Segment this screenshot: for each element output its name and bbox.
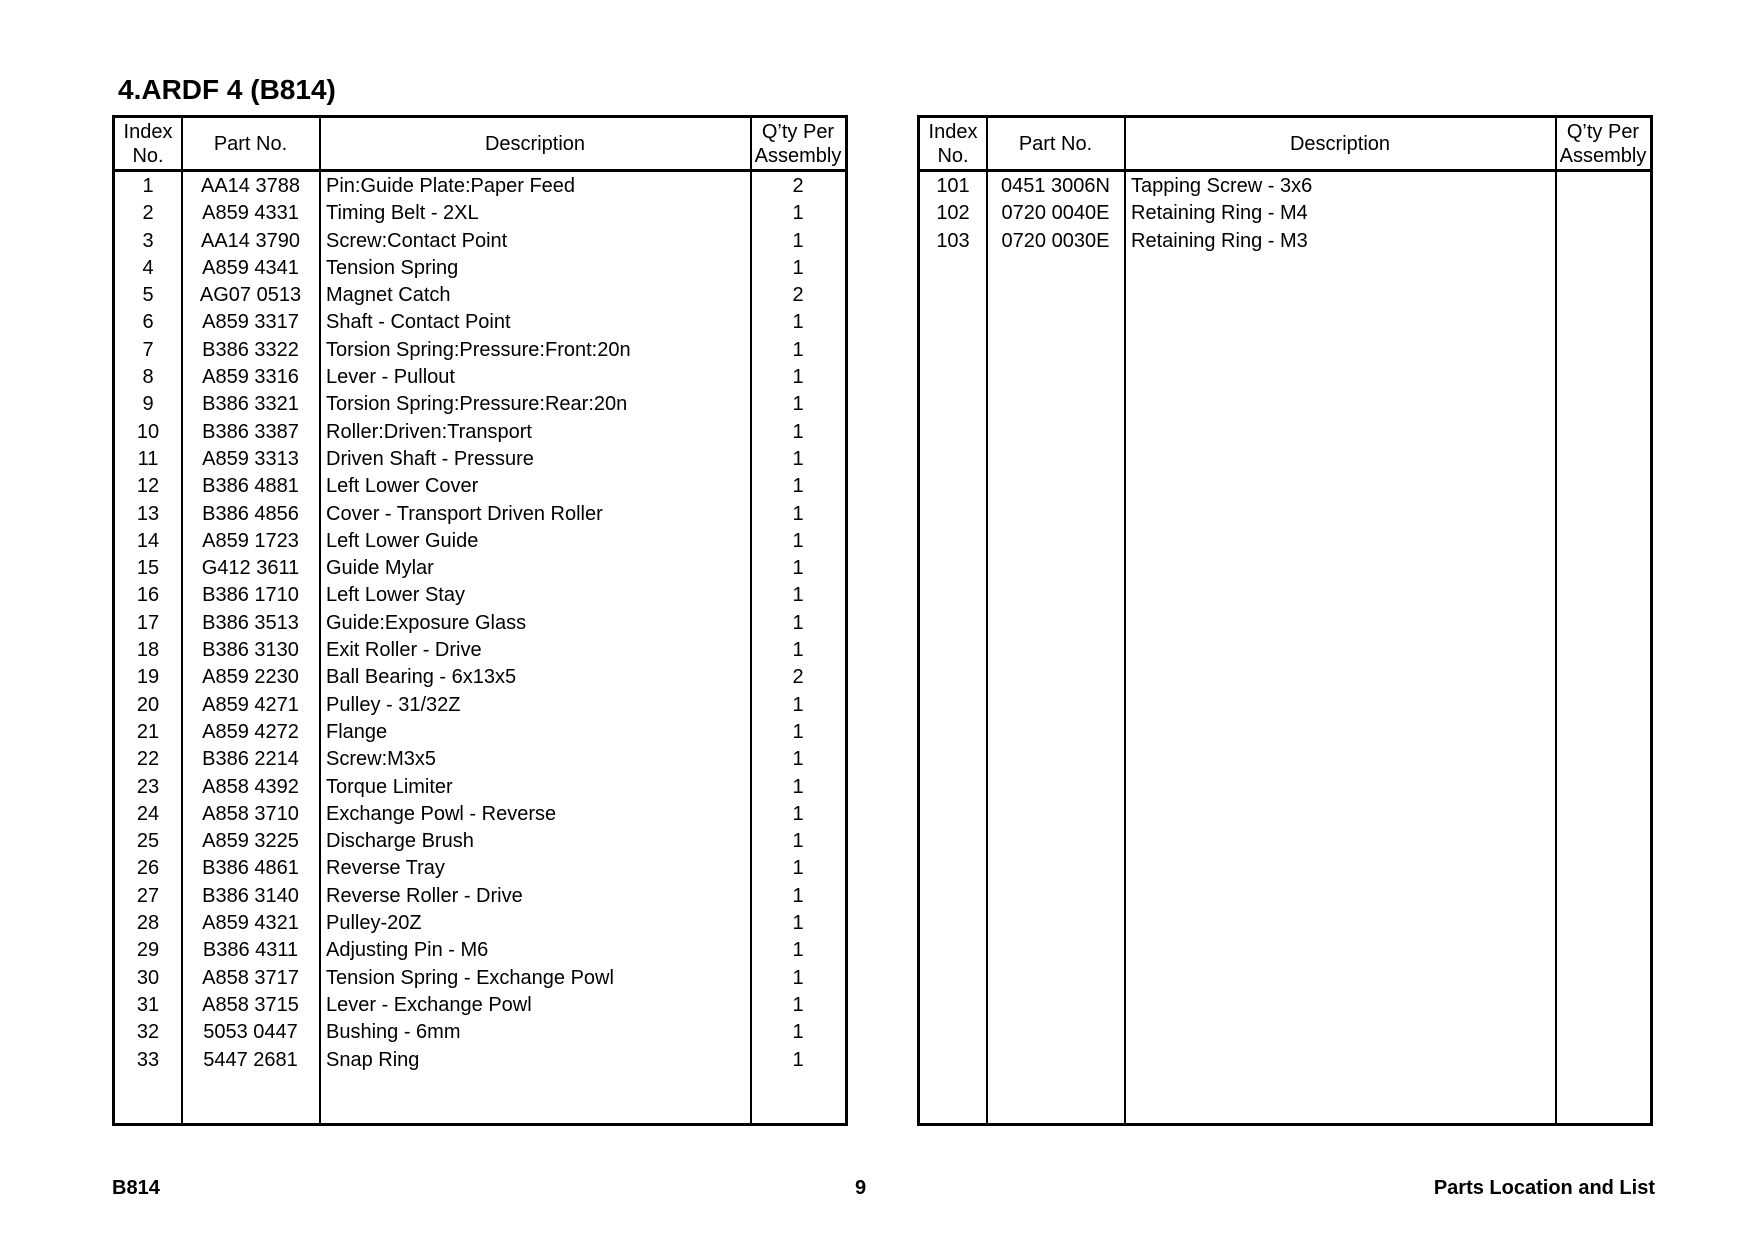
cell-part-no: 5447 2681: [203, 1048, 298, 1071]
cell-part-no: B386 3513: [202, 611, 299, 634]
cell-qty: 1: [792, 338, 804, 361]
cell-description: Tension Spring: [326, 256, 459, 279]
cell-qty: 1: [792, 1048, 804, 1071]
cell-qty: 1: [792, 775, 804, 798]
cell-description: Guide Mylar: [326, 557, 434, 580]
cell-index: 31: [136, 993, 160, 1016]
cell-index: 9: [142, 393, 154, 416]
cell-part-no: AA14 3790: [201, 229, 300, 252]
cell-description: Adjusting Pin - M6: [326, 939, 489, 962]
table-row: [115, 746, 845, 773]
cell-part-no: B386 3321: [202, 393, 299, 416]
cell-description: Screw:M3x5: [326, 748, 437, 771]
parts-table-right: [917, 115, 1653, 1126]
cell-qty: 1: [792, 720, 804, 743]
table-row: [115, 582, 845, 609]
cell-description: Left Lower Guide: [326, 529, 479, 552]
cell-part-no: B386 4881: [202, 475, 299, 498]
cell-index: 1: [142, 175, 154, 197]
footer-page-number: 9: [855, 1177, 867, 1199]
cell-description: Left Lower Stay: [326, 584, 465, 607]
cell-qty: 1: [792, 229, 804, 252]
cell-index: 5: [142, 284, 154, 307]
table-row: [115, 883, 845, 910]
header-divider: [115, 169, 845, 172]
cell-qty: [1556, 173, 1650, 200]
cell-description: Tension Spring - Exchange Powl: [326, 966, 614, 989]
cell-qty: 1: [792, 884, 804, 907]
header-index: Index No.: [123, 120, 173, 167]
cell-part-no: B386 4311: [202, 939, 299, 962]
cell-index: 19: [136, 666, 160, 689]
cell-part-no: 0451 3006N: [1001, 175, 1110, 197]
cell-index: 24: [136, 802, 160, 825]
cell-description: Magnet Catch: [326, 284, 451, 307]
cell-part-no: B386 4856: [202, 502, 299, 525]
footer-section-title: Parts Location and List: [1433, 1177, 1655, 1199]
cell-description: Pin:Guide Plate:Paper Feed: [326, 175, 576, 197]
cell-description: Reverse Tray: [326, 857, 445, 880]
footer-model: B814: [112, 1177, 160, 1199]
cell-description: Bushing - 6mm: [326, 1021, 461, 1044]
cell-description: Pulley-20Z: [326, 912, 422, 935]
cell-index: 10: [136, 420, 160, 443]
header-qty: Q’ty Per Assembly: [1559, 120, 1647, 167]
cell-description: Guide:Exposure Glass: [326, 611, 527, 634]
cell-index: 8: [142, 366, 154, 389]
cell-qty: 1: [792, 202, 804, 225]
cell-qty: 1: [792, 693, 804, 716]
cell-index: 22: [136, 748, 160, 771]
table-row: [115, 910, 845, 937]
cell-index: 26: [136, 857, 160, 880]
header-index: Index No.: [928, 120, 978, 167]
cell-qty: 1: [792, 420, 804, 443]
table-row: [115, 419, 845, 446]
cell-description: Roller:Driven:Transport: [326, 420, 532, 443]
cell-part-no: A859 4321: [202, 912, 299, 935]
table-row: [115, 555, 845, 582]
cell-qty: 2: [792, 175, 804, 197]
header-description: Description: [484, 132, 586, 155]
column-divider: [986, 118, 988, 1123]
table-row: [920, 173, 1650, 200]
table-row: [115, 501, 845, 528]
cell-part-no: A859 3316: [202, 366, 299, 389]
parts-table-left: [112, 115, 848, 1126]
table-row: [115, 692, 845, 719]
cell-index: 29: [136, 939, 160, 962]
cell-part-no: A859 3313: [202, 447, 299, 470]
table-row: [115, 937, 845, 964]
table-row: [115, 255, 845, 282]
cell-index: 33: [136, 1048, 160, 1071]
header-divider: [920, 169, 1650, 172]
table-row: [115, 610, 845, 637]
cell-index: 30: [136, 966, 160, 989]
cell-description: Torsion Spring:Pressure:Front:20n: [326, 338, 631, 361]
cell-qty: 1: [792, 830, 804, 853]
cell-index: 13: [136, 502, 160, 525]
cell-part-no: B386 2214: [202, 748, 299, 771]
cell-description: Ball Bearing - 6x13x5: [326, 666, 517, 689]
table-row: [115, 855, 845, 882]
cell-description: Shaft - Contact Point: [326, 311, 511, 334]
table-row: [115, 391, 845, 418]
table-row: [115, 528, 845, 555]
cell-index: 16: [136, 584, 160, 607]
table-row: [115, 473, 845, 500]
cell-index: 6: [142, 311, 154, 334]
cell-part-no: A858 3710: [202, 802, 299, 825]
cell-qty: 1: [792, 1021, 804, 1044]
cell-part-no: B386 3130: [202, 639, 299, 662]
cell-description: Lever - Pullout: [326, 366, 455, 389]
cell-index: 4: [142, 256, 154, 279]
cell-qty: 1: [792, 366, 804, 389]
cell-part-no: B386 3387: [202, 420, 299, 443]
table-row: [115, 1019, 845, 1046]
column-divider: [1124, 118, 1126, 1123]
table-body-right: [920, 173, 1650, 255]
cell-part-no: A859 3225: [202, 830, 299, 853]
cell-qty: 1: [792, 584, 804, 607]
cell-part-no: AG07 0513: [199, 284, 302, 307]
table-row: [115, 1047, 845, 1074]
cell-part-no: A859 4331: [202, 202, 299, 225]
cell-part-no: A859 1723: [202, 529, 299, 552]
cell-description: Lever - Exchange Powl: [326, 993, 532, 1016]
column-divider: [1555, 118, 1557, 1123]
cell-description: Torque Limiter: [326, 775, 453, 798]
cell-qty: 1: [792, 857, 804, 880]
cell-qty: 1: [792, 475, 804, 498]
cell-index: 25: [136, 830, 160, 853]
cell-qty: 1: [792, 748, 804, 771]
cell-qty: [1556, 200, 1650, 227]
table-row: [115, 965, 845, 992]
cell-description: Pulley - 31/32Z: [326, 693, 461, 716]
cell-qty: 1: [792, 939, 804, 962]
cell-qty: 1: [792, 529, 804, 552]
cell-part-no: A859 4341: [202, 256, 299, 279]
table-row: [920, 200, 1650, 227]
table-row: [115, 228, 845, 255]
table-row: [115, 664, 845, 691]
cell-qty: 1: [792, 966, 804, 989]
cell-index: 21: [136, 720, 160, 743]
table-row: [115, 200, 845, 227]
cell-description: Exit Roller - Drive: [326, 639, 482, 662]
cell-description: Tapping Screw - 3x6: [1131, 175, 1313, 197]
table-body-left: [115, 173, 845, 1074]
table-row: [115, 173, 845, 200]
cell-qty: 1: [792, 802, 804, 825]
cell-part-no: B386 4861: [202, 857, 299, 880]
table-row: [115, 719, 845, 746]
cell-part-no: A858 3717: [202, 966, 299, 989]
cell-qty: 2: [792, 284, 804, 307]
cell-qty: 1: [792, 393, 804, 416]
cell-part-no: G412 3611: [201, 557, 300, 580]
cell-part-no: B386 1710: [202, 584, 299, 607]
cell-description: Driven Shaft - Pressure: [326, 447, 534, 470]
cell-description: Torsion Spring:Pressure:Rear:20n: [326, 393, 628, 416]
cell-index: 17: [136, 611, 160, 634]
table-row: [115, 337, 845, 364]
cell-index: 32: [136, 1021, 160, 1044]
cell-description: Reverse Roller - Drive: [326, 884, 523, 907]
table-row: [115, 446, 845, 473]
cell-part-no: A858 3715: [202, 993, 299, 1016]
header-description: Description: [1289, 132, 1391, 155]
cell-index: 28: [136, 912, 160, 935]
cell-part-no: A858 4392: [202, 775, 299, 798]
page-title: 4.ARDF 4 (B814): [118, 74, 336, 105]
table-row: [115, 828, 845, 855]
cell-index: 3: [142, 229, 154, 252]
cell-description: Screw:Contact Point: [326, 229, 508, 252]
table-row: [115, 309, 845, 336]
cell-qty: 1: [792, 912, 804, 935]
cell-index: 2: [142, 202, 154, 225]
cell-index: 102: [936, 202, 970, 225]
cell-qty: 1: [792, 447, 804, 470]
cell-index: 103: [936, 229, 970, 252]
table-row: [920, 228, 1650, 255]
cell-part-no: A859 4272: [202, 720, 299, 743]
cell-qty: 1: [792, 256, 804, 279]
cell-qty: 1: [792, 311, 804, 334]
cell-qty: 1: [792, 557, 804, 580]
cell-description: Cover - Transport Driven Roller: [326, 502, 603, 525]
cell-index: 27: [136, 884, 160, 907]
cell-part-no: B386 3140: [202, 884, 299, 907]
table-row: [115, 282, 845, 309]
cell-part-no: A859 2230: [202, 666, 299, 689]
cell-qty: 1: [792, 502, 804, 525]
cell-part-no: AA14 3788: [201, 175, 300, 197]
cell-description: Snap Ring: [326, 1048, 420, 1071]
cell-part-no: A859 3317: [202, 311, 299, 334]
cell-index: 20: [136, 693, 160, 716]
cell-description: Retaining Ring - M4: [1131, 202, 1308, 225]
table-row: [115, 801, 845, 828]
cell-index: 23: [136, 775, 160, 798]
cell-qty: 1: [792, 993, 804, 1016]
cell-description: Timing Belt - 2XL: [326, 202, 479, 225]
cell-part-no: 5053 0447: [203, 1021, 298, 1044]
cell-part-no: 0720 0030E: [1001, 229, 1110, 252]
cell-description: Exchange Powl - Reverse: [326, 802, 557, 825]
cell-index: 12: [136, 475, 160, 498]
cell-description: Flange: [326, 720, 388, 743]
cell-description: Discharge Brush: [326, 830, 474, 853]
table-row: [115, 364, 845, 391]
cell-index: 15: [136, 557, 160, 580]
cell-qty: 1: [792, 611, 804, 634]
cell-part-no: B386 3322: [202, 338, 299, 361]
header-part-no: Part No.: [1018, 132, 1093, 155]
cell-description: Left Lower Cover: [326, 475, 479, 498]
cell-qty: [1556, 228, 1650, 255]
cell-part-no: A859 4271: [202, 693, 299, 716]
cell-index: 18: [136, 639, 160, 662]
cell-index: 14: [136, 529, 160, 552]
table-row: [115, 774, 845, 801]
header-part-no: Part No.: [213, 132, 288, 155]
cell-index: 7: [142, 338, 154, 361]
cell-description: Retaining Ring - M3: [1131, 229, 1308, 252]
cell-part-no: 0720 0040E: [1001, 202, 1110, 225]
cell-qty: 1: [792, 639, 804, 662]
table-row: [115, 992, 845, 1019]
cell-index: 11: [137, 447, 159, 470]
table-row: [115, 637, 845, 664]
header-qty: Q’ty Per Assembly: [754, 120, 842, 167]
cell-index: 101: [936, 175, 970, 197]
cell-qty: 2: [792, 666, 804, 689]
